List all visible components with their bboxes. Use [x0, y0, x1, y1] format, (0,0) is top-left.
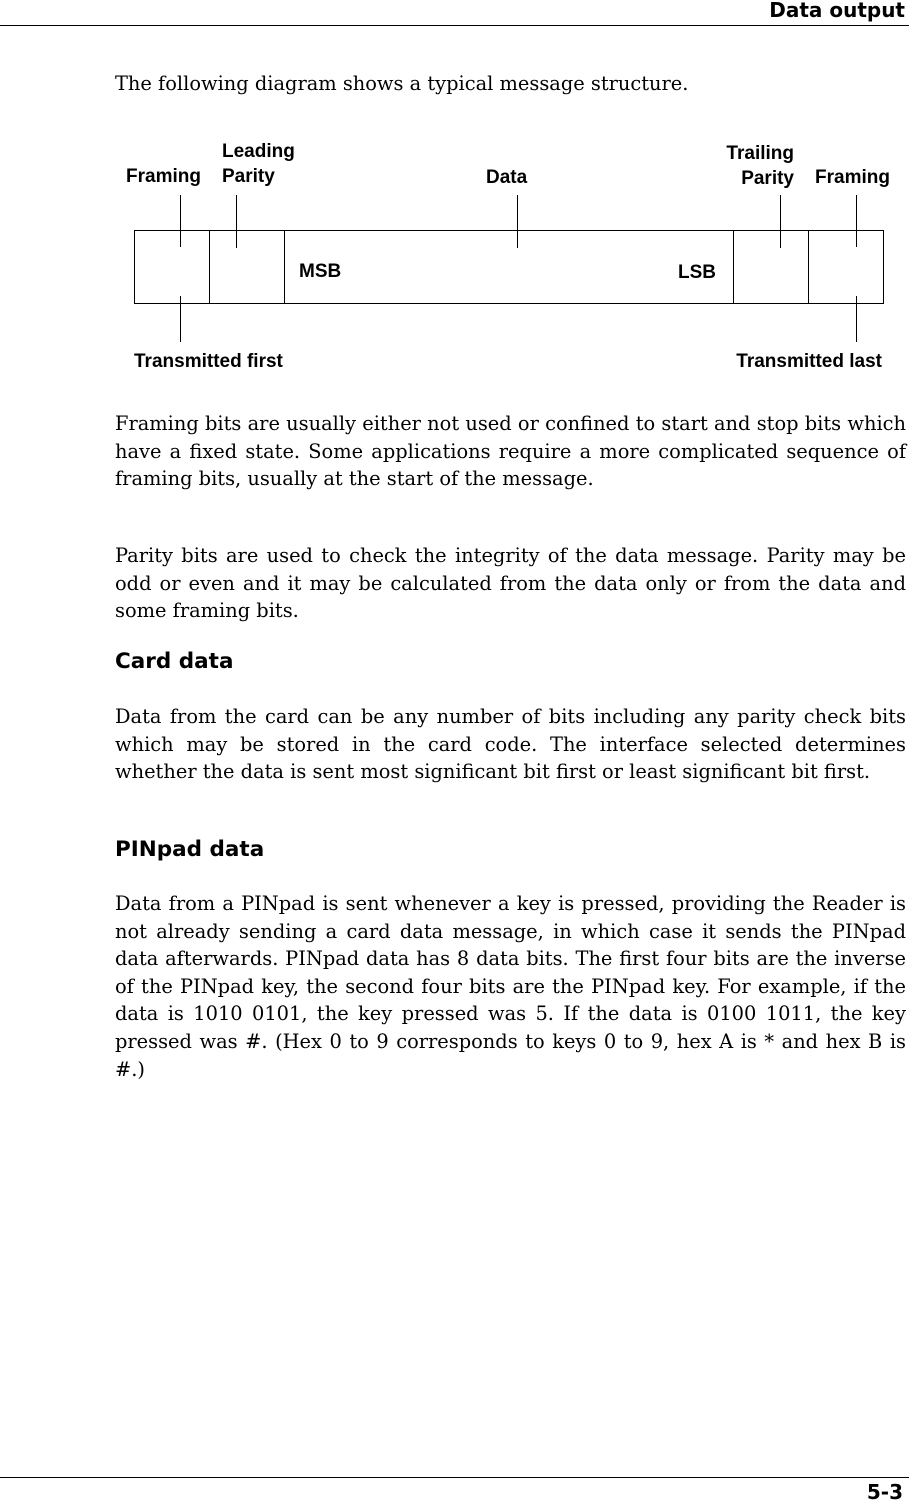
label-framing-left: Framing	[126, 166, 201, 187]
pinpad-data-paragraph: Data from a PINpad is sent whenever a key is pressed, providing the Reader is not already sending a card data message, in which case it sends the PINpad data afterwards. PINpad data has 8 data bits. The first four bits are the inverse of the PINpad key, the second four bits are the PINpad key. For example, if the data is 1010 0101, the key pressed was 5. If the data is 0100 1011, the key pressed was #. (Hex 0 to 9 corresponds to keys 0 to 9, hex A is * and hex B is #.)	[115, 892, 906, 1081]
label-data: Data	[486, 167, 528, 188]
label-transmitted-last: Transmitted last	[736, 351, 882, 372]
intro-paragraph: The following diagram shows a typical message structure.	[115, 72, 689, 95]
message-structure-diagram	[0, 120, 909, 385]
label-leading: Leading	[222, 141, 295, 162]
label-trailing-parity: Parity	[741, 168, 794, 189]
message-frame	[135, 231, 884, 304]
card-data-paragraph: Data from the card can be any number of bits including any parity check bits which may be stored in the card code. The interface selected determines whether the data is sent most significant bit first or least significant bit first.	[115, 705, 906, 784]
framing-paragraph: Framing bits are usually either not used or confined to start and stop bits which have a fixed state. Some applications require a more complicated sequence of framing bits, usually at the start of the message.	[115, 412, 906, 491]
parity-paragraph: Parity bits are used to check the integrity of the data message. Parity may be odd or even and it may be calculated from the data only or from the data and some framing bits.	[115, 544, 906, 623]
card-data-heading: Card data	[115, 649, 234, 674]
pinpad-data-heading: PINpad data	[115, 837, 265, 862]
running-header-title: Data output	[769, 0, 905, 22]
cell-lsb: LSB	[678, 262, 716, 283]
label-leading-parity: Parity	[222, 166, 275, 187]
cell-msb: MSB	[299, 261, 342, 282]
label-transmitted-first: Transmitted first	[134, 351, 283, 372]
label-trailing: Trailing	[726, 143, 794, 164]
header-rule	[0, 25, 909, 26]
label-framing-right: Framing	[815, 167, 890, 188]
page-number: 5-3	[866, 1480, 903, 1504]
footer-rule	[0, 1477, 909, 1478]
